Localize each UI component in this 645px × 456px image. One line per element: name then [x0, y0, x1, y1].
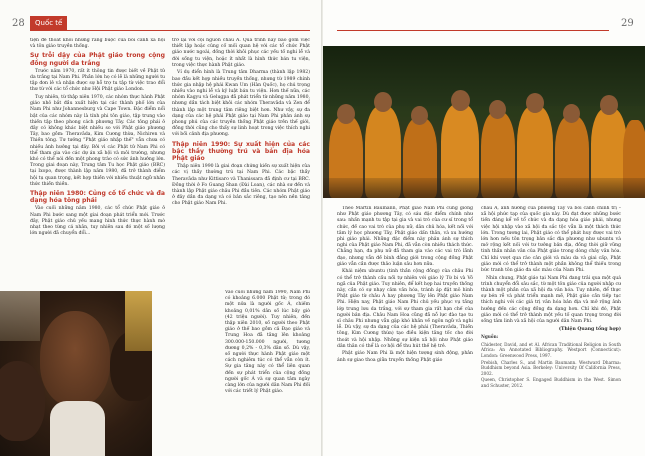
left-column-1: [30, 38, 165, 288]
left-column-2-lower: [225, 290, 310, 450]
portrait-photo: [0, 291, 152, 456]
paragraph: Vào cuối những năm 1990, Nam Phi có khoảng 6.000 Phật tử; trong đó một nửa là người gốc Á, chiếm khoảng 0,01% dân số lúc bấy giờ (42 triệu người). Tuy nhiên, đến thập niên 2010, số người theo Phật giáo ở thế bao gồm cả Đạo giáo và Trung Hoa đã tăng lên khoảng 300.000-150.000 người, tương đương 0,2% - 0,3% dân số. Dù vậy, số người thực hành Phật giáo một cách nghiêm túc có thể vẫn còn ít. Sự gia tăng này có thể liên quan đến sự phát triển của cộng đồng người gốc Á và sự quan tâm ngày càng lớn của người dân Nam Phi đối với các triết lý Phật giáo.: [225, 290, 310, 395]
paragraph: Khái niệm ubuntu (tinh thần cộng đồng) của châu Phi có thể trở thành cầu nối tự nhiên với giáo lý Từ bi và Vô ngã của Phật giáo. Tuy nhiên, để kết hợp hai truyền thống này, cần có sự nhạy cảm văn hóa, tránh áp đặt mô hình Phật giáo từ châu Á hay phương Tây lên Phật giáo Nam Phi. Hiện nay, Phật giáo Nam Phi chủ yếu phục vụ tầng lớp trung lưu da trắng, với sự tham gia rất hạn chế của người bản địa. Châu Nam Hoa cũng đã nỗ lực đào tạo tu sĩ châu Phi nhưng vẫn gặp khó khăn về ngôn ngữ và nghi lễ. Dù vậy, sự đa dạng của các hệ phái (Theravāda, Thiền tông, Kim Cương thừa) tạo điều kiện tăng tốc cho đời thoát và hội nhập. Những sự kiện xã hội như Phật giáo dân thân có thể là cơ hội để thu hút thế hệ trẻ.: [337, 269, 473, 349]
references-title: Nguồn:: [481, 334, 499, 340]
monks-photo: [323, 46, 645, 198]
paragraph: Ví dụ điển hình là Trung tâm Dharma (thành lập 1982) bao đầu kết hợp nhiều truyền thống, nhưng từ 1989 chính thức gia nhập hệ phái Kwan Um (Hàn Quốc), họ chú trọng nhiều vào nghi lễ và kỷ luật bán tu viện. Hơn thế nữa, các nhóm Kagyu và Gelugpa đã phát triển từ những năm 1980, nhưng dần tách biệt khỏi các nhóm Theravāda và Zen để thành lập một trung tâm riêng biệt hơn. Như vậy, sự đa dạng của các hệ phái Phật giáo tại Nam Phi phản ánh sự phong phú của các truyền thống Phật giáo trên thế giới, đồng thời cũng cho thấy sự linh hoạt trong việc thích nghi với bối cảnh địa phương.: [172, 70, 310, 138]
paragraph: tiện để thoát khỏi những ràng buộc của bối cảnh xã hội và tôn giáo truyền thống.: [30, 38, 165, 50]
right-column-2: [481, 206, 621, 450]
paragraph: trở lại với cội nguồn châu Á. Quá trình này bao gồm việc thiết lập hoặc củng cố mối quan hệ với các tổ chức Phật giáo nước ngoài, đồng thời khôi phục các yếu tố nghi lễ và đời sống tu viện, hoặc ít nhất là hình thức bán tu viện, trong việc thực hành Phật giáo.: [172, 38, 310, 68]
section-heading: Thập niên 1980: Củng cố tổ chức và đa dạng hóa tông phái: [30, 190, 165, 205]
header-rule: [337, 30, 609, 31]
paragraph: Phật giáo Nam Phi là một hiện tượng sinh động, phản ánh sự giao thoa giữa truyền thống Phật giáo: [337, 351, 473, 363]
header-rule: [30, 30, 310, 31]
paragraph: Trước năm 1970, rất ít thông tin được biết về Phật tử da trắng tại Nam Phi. Phần lớn họ có lẽ là những người tu tập đơn lẻ và nhận được sự hỗ trợ tu tập từ việc trao đổi thư từ với các tổ chức như Hội Phật giáo London.: [30, 68, 165, 93]
reference-item: Prebish, Charles S., and Martin Baumann. Westward Dharma: Buddhism beyond Asia. Berkeley: University Of California Press, 2002.: [481, 359, 621, 376]
left-page: [0, 0, 322, 456]
paragraph: Theo Martin Baumann, Phật giáo Nam Phi cũng giống như Phật giáo phương Tây, có sáu đặc điểm chính như sau: nhấn mạnh tu tập tại gia và vai trò của cư sĩ trong tổ chức, đề cao vai trò của phụ nữ, dân chủ hóa, kết nối với tâm lý học phương Tây, Phật giáo dấn thân, và xu hướng phi giáo phái. Những đặc điểm này phản ánh sự thích nghi của Phật giáo Nam Phi, đã vẫn còn nhiều thách thức. Chẳng hạn, đa phụ nữ đã tham gia vào các vai trò lãnh đạo, nhưng vẫn đề bình đẳng giới trong cộng đồng Phật giáo vẫn cần được thảo luận sâu hơn nữa.: [337, 206, 473, 267]
section-heading: Thập niên 1990: Sự xuất hiện của các bậc thầy thường trú và bản địa hóa Phật giáo: [172, 140, 310, 163]
page-number-left: 28: [12, 18, 25, 29]
reference-item: Queen, Christopher S. Engaged Buddhism in the West. Simon and Schuster, 2012.: [481, 377, 621, 388]
right-page: [323, 0, 645, 456]
paragraph: Tuy nhiên, từ thập niên 1970, các nhóm thực hành Phật giáo nhỏ bắt đầu xuất hiện tại các thành phố lớn của Nam Phi như Johannesburg và Cape Town. Đặc điểm nổi bật của các nhóm này là tính phi tôn giáo, tập trung vào thiền tập theo phong cách phương Tây. Các tông phái ở đây có không khác biệt nhiều so với Phật giáo phương Tây, bao gồm: Theravāda, Kim Cương thừa, Nichiren và Thiền tông. Tư tưởng "Phật giáo nhập thế" vẫn chưa có nhiều ảnh hưởng tại đây. Bởi vì các Phật tử Nam Phi có thể tham gia vào các dự án xã hội và môi trường, nhưng khó có thể nói đến một phong trào có sức ảnh hưởng lớn. Trong giai đoạn này, Trung tâm Tu học Phật giáo (BRC) tại Ixopo, được thành lập năm 1980, đã trở thành điểm hội tụ quan trọng, kết hợp thiền với nhiều thuật ngữ nhân thức thiền thiền.: [30, 95, 165, 187]
left-column-2: [172, 38, 310, 288]
author-credit: (Thiện Quang tổng hợp): [558, 326, 621, 332]
right-column-1: [337, 206, 473, 450]
page-number-right: 29: [621, 18, 634, 29]
paragraph: châu Á, ảnh hưởng của phương Tây và bối cảnh chính trị – xã hội phức tạp của quốc gia này. Dù đạt được những bước tiến đáng kể về tổ chức và đa dạng hóa giáo phái, nhưng việc hội nhập vào xã hội đa sắc tộc vẫn là một thách thức lớn. Trong tương lai, Phật giáo có thể phát huy được vai trò lớn hơn nếu tôn trọng bản sắc địa phương như ubuntu và mở rộng kết nối với tư tưởng bản địa, đồng thời giữ vững tinh thần nhân văn của Phật giáo trong dòng chảy văn hóa. Chỉ khi vượt qua rào cản giới và màu da và giai cấp, Phật giáo mới có thể trở thành một phần không thể thiếu trong bức tranh tôn giáo đa sắc màu của Nam Phi.: [481, 206, 621, 274]
paragraph: Thập niên 1990 là giai đoạn chứng kiến sự xuất hiện của các vị thầy thường trú tại Nam Phi. Các bậc thầy Theravāda như Kittisaro và Thanissara đã định cư tại BRC. Đồng thời ở Fo Guang Shan (Đài Loan), các nhà sư đến và thành lập Phật giáo châu Phi đầu tiên. Các nhóm Phật giáo ở đây dần đa dạng và có bản sắc riêng, tạo nên nền tảng cho Phật giáo Nam Phi.: [172, 164, 310, 207]
references: [481, 334, 621, 388]
paragraph: Vào cuối những năm 1980, các tổ chức Phật giáo ở Nam Phi bước sang một giai đoạn phát triển mới. Trước đây, Phật giáo chủ yếu mang hình thức thực hành mờ nhạt theo từng cá nhân, tuy nhiên sau đó một số lượng lớn người đã chuyển đổi...: [30, 206, 165, 237]
section-heading: Sự trỗi dậy của Phật giáo trong cộng đồng người da trắng: [30, 52, 165, 67]
section-tag: Quốc tế: [30, 16, 67, 30]
paragraph: Nhìn chung, Phật giáo tại Nam Phi đang trải qua một quá trình chuyển đổi sâu sắc, từ một tôn giáo của người nhập cư thành một phần của xã hội đa văn hóa. Tuy nhiên, để thực sự bén rễ và phát triển mạnh mẽ, Phật giáo cần tiếp tục thích nghi với các giá trị văn hóa bản địa và mở rộng ảnh hưởng đến các cộng đồng đa dạng hơn. Chỉ khi đó, Phật giáo mới có thể trở thành một yếu tố quan trọng trong đời sống tâm linh và xã hội của người dân Nam Phi.: [481, 275, 621, 325]
reference-item: Chidester, David, and et Al. African Traditional Religion in South Africa: An Annotated Bibliography. Westport (Connecticut): London: Greenwood Press, 1997.: [481, 341, 621, 359]
